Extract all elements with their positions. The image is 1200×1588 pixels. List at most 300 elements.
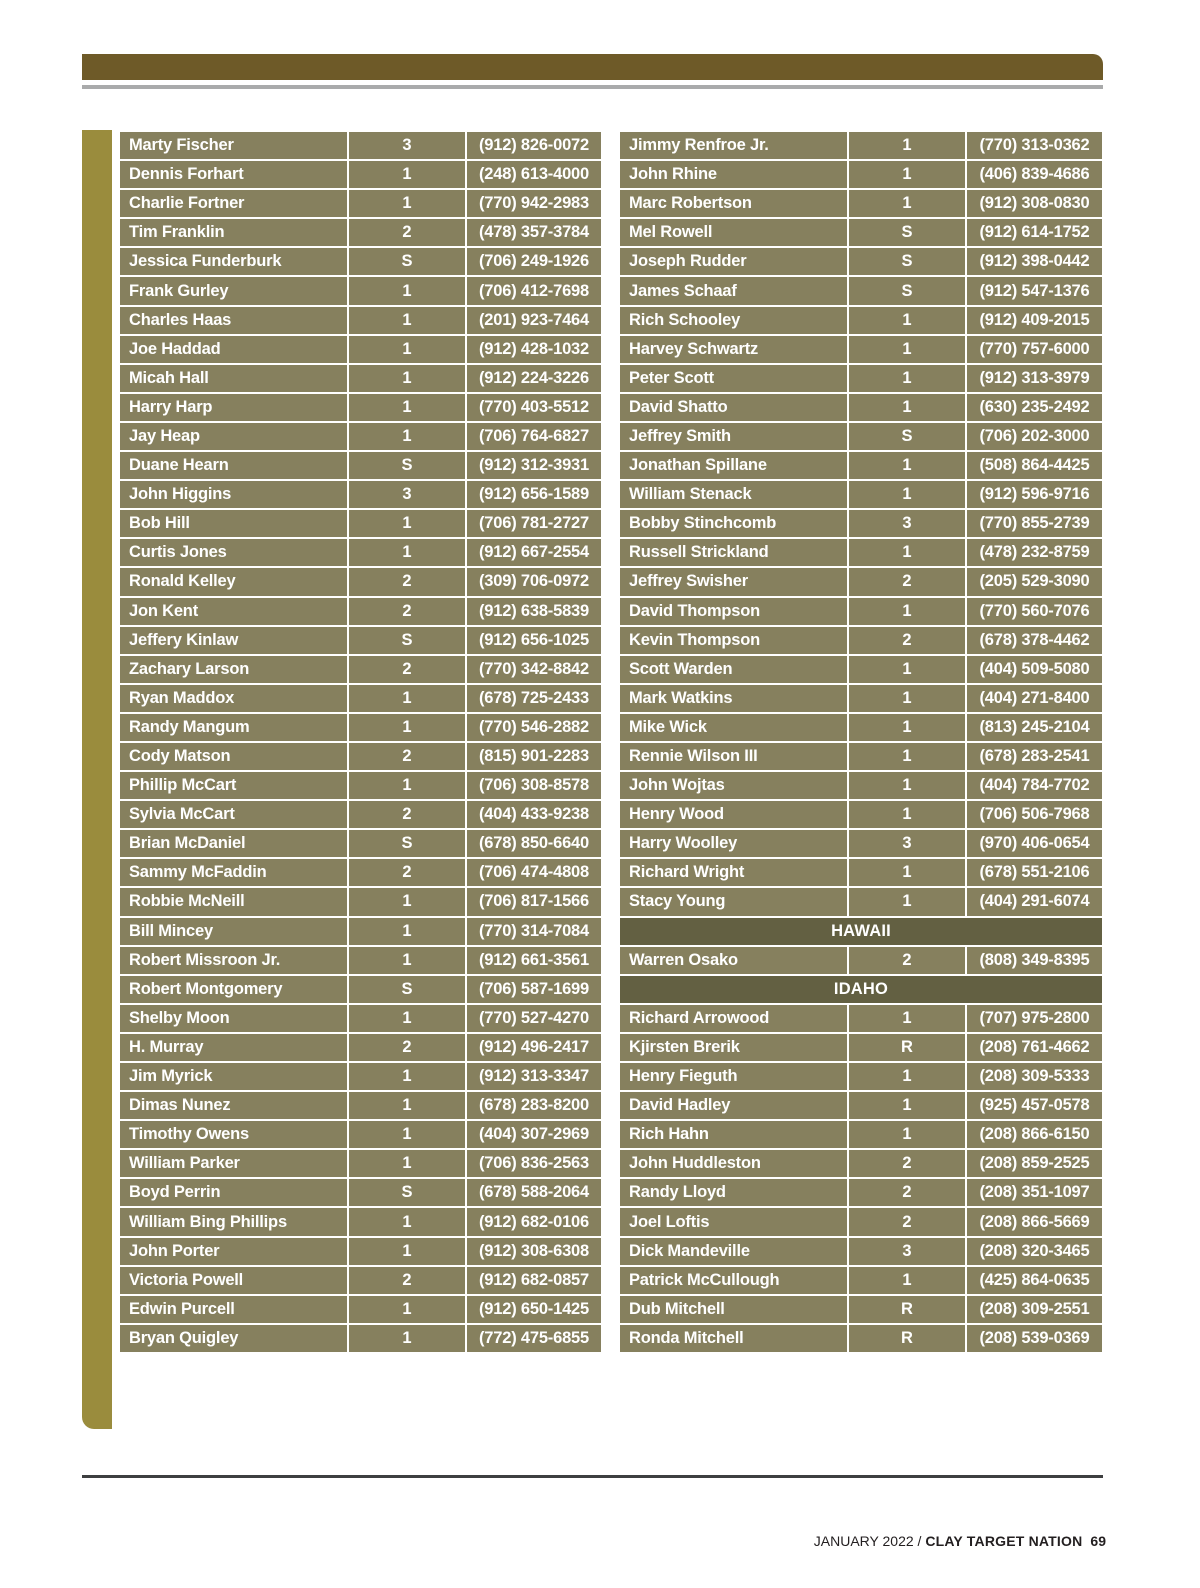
table-row [619,1120,1103,1149]
class-cell: 1 [848,393,966,422]
table-row [619,1324,1103,1353]
table-row [119,1237,602,1266]
table-row [619,742,1103,771]
roster-table-right [618,130,1104,1354]
phone-cell: (706) 764-6827 [466,422,602,451]
table-row [619,1033,1103,1062]
class-cell: 1 [348,1295,466,1324]
phone-cell: (912) 428-1032 [466,335,602,364]
member-name-cell: Frank Gurley [119,276,348,305]
table-row [119,276,602,305]
member-name-cell: Micah Hall [119,364,348,393]
phone-cell: (208) 320-3465 [966,1237,1103,1266]
class-cell: 1 [348,306,466,335]
table-row [619,858,1103,887]
footer-date: JANUARY 2022 / [813,1533,926,1549]
class-cell: 1 [848,684,966,713]
table-row [119,655,602,684]
class-cell: R [848,1033,966,1062]
class-cell: 2 [348,1033,466,1062]
member-name-cell: Peter Scott [619,364,848,393]
class-cell: 2 [348,1266,466,1295]
phone-cell: (912) 650-1425 [466,1295,602,1324]
class-cell: 1 [848,713,966,742]
member-name-cell: Jeffery Kinlaw [119,626,348,655]
member-name-cell: Mel Rowell [619,218,848,247]
class-cell: 2 [348,655,466,684]
phone-cell: (404) 291-6074 [966,887,1103,916]
phone-cell: (770) 757-6000 [966,335,1103,364]
member-name-cell: John Porter [119,1237,348,1266]
member-name-cell: Dub Mitchell [619,1295,848,1324]
table-row [619,218,1103,247]
table-row [619,422,1103,451]
member-name-cell: William Parker [119,1149,348,1178]
phone-cell: (912) 638-5839 [466,597,602,626]
class-cell: 2 [348,858,466,887]
class-cell: 1 [848,858,966,887]
member-name-cell: Joel Loftis [619,1207,848,1236]
phone-cell: (770) 342-8842 [466,655,602,684]
class-cell: 1 [348,1237,466,1266]
table-row [619,1149,1103,1178]
phone-cell: (912) 656-1025 [466,626,602,655]
phone-cell: (912) 682-0106 [466,1207,602,1236]
member-name-cell: Jimmy Renfroe Jr. [619,131,848,160]
member-name-cell: Bob Hill [119,509,348,538]
member-name-cell: Ryan Maddox [119,684,348,713]
footer-magazine-title: CLAY TARGET NATION [925,1533,1083,1549]
phone-cell: (205) 529-3090 [966,567,1103,596]
side-accent-bar [82,130,112,1429]
class-cell: S [348,975,466,1004]
phone-cell: (248) 613-4000 [466,160,602,189]
phone-cell: (706) 474-4808 [466,858,602,887]
phone-cell: (678) 378-4462 [966,626,1103,655]
member-name-cell: Warren Osako [619,946,848,975]
page-number: 69 [1090,1533,1106,1549]
table-row [619,1237,1103,1266]
class-cell: S [848,422,966,451]
table-row [119,131,602,160]
phone-cell: (678) 588-2064 [466,1178,602,1207]
class-cell: S [348,829,466,858]
phone-cell: (912) 409-2015 [966,306,1103,335]
member-name-cell: H. Murray [119,1033,348,1062]
member-name-cell: Joe Haddad [119,335,348,364]
class-cell: 1 [348,917,466,946]
phone-cell: (208) 351-1097 [966,1178,1103,1207]
class-cell: 3 [348,480,466,509]
class-cell: S [348,451,466,480]
phone-cell: (630) 235-2492 [966,393,1103,422]
phone-cell: (772) 475-6855 [466,1324,602,1353]
class-cell: 1 [348,189,466,218]
member-name-cell: Robert Missroon Jr. [119,946,348,975]
member-name-cell: Harry Harp [119,393,348,422]
phone-cell: (770) 942-2983 [466,189,602,218]
phone-cell: (808) 349-8395 [966,946,1103,975]
class-cell: 2 [848,1149,966,1178]
class-cell: 1 [848,480,966,509]
member-name-cell: Randy Lloyd [619,1178,848,1207]
member-name-cell: Charles Haas [119,306,348,335]
phone-cell: (770) 403-5512 [466,393,602,422]
class-cell: S [348,626,466,655]
class-cell: 1 [848,189,966,218]
phone-cell: (678) 850-6640 [466,829,602,858]
table-row [119,1149,602,1178]
phone-cell: (706) 308-8578 [466,771,602,800]
member-name-cell: Bryan Quigley [119,1324,348,1353]
table-row [619,364,1103,393]
table-row [119,858,602,887]
table-row [119,306,602,335]
class-cell: 1 [848,335,966,364]
member-name-cell: David Thompson [619,597,848,626]
class-cell: 2 [848,1207,966,1236]
phone-cell: (678) 551-2106 [966,858,1103,887]
member-name-cell: Cody Matson [119,742,348,771]
member-name-cell: Henry Wood [619,800,848,829]
class-cell: 1 [848,597,966,626]
table-row [619,887,1103,916]
phone-cell: (912) 312-3931 [466,451,602,480]
class-cell: S [848,247,966,276]
header-rule [82,85,1103,89]
class-cell: 1 [348,509,466,538]
phone-cell: (208) 859-2525 [966,1149,1103,1178]
member-name-cell: John Higgins [119,480,348,509]
phone-cell: (912) 308-6308 [466,1237,602,1266]
member-name-cell: David Shatto [619,393,848,422]
phone-cell: (706) 781-2727 [466,509,602,538]
table-row [619,276,1103,305]
table-row [119,1091,602,1120]
member-name-cell: Boyd Perrin [119,1178,348,1207]
phone-cell: (912) 614-1752 [966,218,1103,247]
class-cell: 1 [348,276,466,305]
member-name-cell: James Schaaf [619,276,848,305]
phone-cell: (208) 309-5333 [966,1062,1103,1091]
phone-cell: (813) 245-2104 [966,713,1103,742]
phone-cell: (508) 864-4425 [966,451,1103,480]
table-row [119,509,602,538]
class-cell: 2 [348,800,466,829]
member-name-cell: Mark Watkins [619,684,848,713]
class-cell: 1 [848,655,966,684]
class-cell: 1 [348,771,466,800]
phone-cell: (912) 682-0857 [466,1266,602,1295]
table-row [119,393,602,422]
class-cell: 1 [348,887,466,916]
member-name-cell: Brian McDaniel [119,829,348,858]
class-cell: 1 [848,538,966,567]
table-row [119,189,602,218]
class-cell: 1 [348,393,466,422]
member-name-cell: Harvey Schwartz [619,335,848,364]
table-row [619,655,1103,684]
roster-table-left [118,130,603,1354]
class-cell: S [848,218,966,247]
class-cell: S [348,1178,466,1207]
table-row [619,1004,1103,1033]
table-row [119,1207,602,1236]
member-name-cell: Rich Schooley [619,306,848,335]
table-row [119,364,602,393]
member-name-cell: Dennis Forhart [119,160,348,189]
class-cell: 2 [848,626,966,655]
member-name-cell: Tim Franklin [119,218,348,247]
table-row [619,1207,1103,1236]
phone-cell: (706) 817-1566 [466,887,602,916]
member-name-cell: Victoria Powell [119,1266,348,1295]
member-name-cell: Henry Fieguth [619,1062,848,1091]
table-row [119,451,602,480]
state-header-row [619,975,1103,1004]
table-row [619,509,1103,538]
member-name-cell: John Wojtas [619,771,848,800]
phone-cell: (912) 667-2554 [466,538,602,567]
table-row [619,247,1103,276]
phone-cell: (706) 412-7698 [466,276,602,305]
table-row [619,1178,1103,1207]
table-row [119,946,602,975]
phone-cell: (678) 725-2433 [466,684,602,713]
table-row [619,393,1103,422]
table-row [619,306,1103,335]
phone-cell: (770) 560-7076 [966,597,1103,626]
phone-cell: (707) 975-2800 [966,1004,1103,1033]
phone-cell: (478) 232-8759 [966,538,1103,567]
phone-cell: (925) 457-0578 [966,1091,1103,1120]
phone-cell: (912) 826-0072 [466,131,602,160]
member-name-cell: Kevin Thompson [619,626,848,655]
member-name-cell: Scott Warden [619,655,848,684]
table-row [119,887,602,916]
phone-cell: (404) 509-5080 [966,655,1103,684]
phone-cell: (425) 864-0635 [966,1266,1103,1295]
phone-cell: (404) 271-8400 [966,684,1103,713]
member-name-cell: William Stenack [619,480,848,509]
class-cell: 2 [848,567,966,596]
phone-cell: (208) 761-4662 [966,1033,1103,1062]
class-cell: 1 [848,1062,966,1091]
table-row [619,131,1103,160]
member-name-cell: William Bing Phillips [119,1207,348,1236]
table-row [619,1266,1103,1295]
table-row [119,422,602,451]
footer-rule [82,1475,1103,1478]
member-name-cell: Jon Kent [119,597,348,626]
member-name-cell: Ronda Mitchell [619,1324,848,1353]
table-row [619,1091,1103,1120]
table-row [619,626,1103,655]
phone-cell: (912) 496-2417 [466,1033,602,1062]
table-row [619,597,1103,626]
table-row [619,1295,1103,1324]
table-row [619,538,1103,567]
table-row [619,335,1103,364]
member-name-cell: Curtis Jones [119,538,348,567]
member-name-cell: John Huddleston [619,1149,848,1178]
class-cell: 1 [348,684,466,713]
phone-cell: (912) 224-3226 [466,364,602,393]
class-cell: 1 [848,800,966,829]
phone-cell: (404) 307-2969 [466,1120,602,1149]
member-name-cell: Randy Mangum [119,713,348,742]
phone-cell: (706) 249-1926 [466,247,602,276]
phone-cell: (970) 406-0654 [966,829,1103,858]
class-cell: 1 [348,1149,466,1178]
class-cell: 1 [848,742,966,771]
class-cell: 3 [348,131,466,160]
member-name-cell: Phillip McCart [119,771,348,800]
table-row [619,684,1103,713]
table-row [619,1062,1103,1091]
class-cell: 1 [848,1091,966,1120]
class-cell: 1 [848,1266,966,1295]
member-name-cell: Rennie Wilson III [619,742,848,771]
member-name-cell: Jonathan Spillane [619,451,848,480]
table-row [119,1004,602,1033]
table-row [119,829,602,858]
class-cell: 2 [848,946,966,975]
member-name-cell: Dimas Nunez [119,1091,348,1120]
table-row [119,713,602,742]
phone-cell: (770) 855-2739 [966,509,1103,538]
member-name-cell: Charlie Fortner [119,189,348,218]
member-name-cell: Bill Mincey [119,917,348,946]
member-name-cell: Duane Hearn [119,451,348,480]
table-row [119,1324,602,1353]
class-cell: 2 [348,567,466,596]
phone-cell: (309) 706-0972 [466,567,602,596]
state-header-row [619,917,1103,946]
class-cell: 2 [348,218,466,247]
member-name-cell: Joseph Rudder [619,247,848,276]
class-cell: 3 [848,509,966,538]
class-cell: 1 [848,1120,966,1149]
table-row [119,800,602,829]
class-cell: 1 [848,1004,966,1033]
class-cell: 1 [848,131,966,160]
class-cell: 2 [848,1178,966,1207]
table-row [119,742,602,771]
class-cell: 1 [348,335,466,364]
phone-cell: (406) 839-4686 [966,160,1103,189]
phone-cell: (706) 836-2563 [466,1149,602,1178]
class-cell: 1 [348,422,466,451]
class-cell: 1 [848,771,966,800]
table-row [119,597,602,626]
phone-cell: (912) 661-3561 [466,946,602,975]
class-cell: R [848,1295,966,1324]
class-cell: 1 [348,1091,466,1120]
phone-cell: (706) 587-1699 [466,975,602,1004]
member-name-cell: Stacy Young [619,887,848,916]
phone-cell: (208) 866-5669 [966,1207,1103,1236]
class-cell: 1 [348,1004,466,1033]
table-row [619,946,1103,975]
member-name-cell: John Rhine [619,160,848,189]
member-name-cell: Rich Hahn [619,1120,848,1149]
table-row [119,480,602,509]
table-row [119,1178,602,1207]
state-header-label: IDAHO [619,975,1103,1004]
phone-cell: (815) 901-2283 [466,742,602,771]
table-row [119,917,602,946]
member-name-cell: Sylvia McCart [119,800,348,829]
member-name-cell: Zachary Larson [119,655,348,684]
phone-cell: (770) 313-0362 [966,131,1103,160]
member-name-cell: Timothy Owens [119,1120,348,1149]
member-name-cell: Jay Heap [119,422,348,451]
phone-cell: (770) 527-4270 [466,1004,602,1033]
class-cell: 3 [848,829,966,858]
phone-cell: (912) 596-9716 [966,480,1103,509]
phone-cell: (208) 309-2551 [966,1295,1103,1324]
class-cell: 1 [348,713,466,742]
phone-cell: (404) 784-7702 [966,771,1103,800]
table-row [119,335,602,364]
phone-cell: (912) 656-1589 [466,480,602,509]
class-cell: 1 [848,451,966,480]
member-name-cell: Shelby Moon [119,1004,348,1033]
phone-cell: (706) 202-3000 [966,422,1103,451]
table-row [119,538,602,567]
class-cell: S [848,276,966,305]
phone-cell: (678) 283-8200 [466,1091,602,1120]
class-cell: 1 [848,160,966,189]
class-cell: S [348,247,466,276]
class-cell: 1 [348,1120,466,1149]
phone-cell: (706) 506-7968 [966,800,1103,829]
class-cell: 1 [348,538,466,567]
member-name-cell: Marty Fischer [119,131,348,160]
phone-cell: (478) 357-3784 [466,218,602,247]
table-row [119,1120,602,1149]
phone-cell: (201) 923-7464 [466,306,602,335]
member-name-cell: Kjirsten Brerik [619,1033,848,1062]
table-row [119,1266,602,1295]
class-cell: 1 [348,946,466,975]
table-row [119,626,602,655]
member-name-cell: Patrick McCullough [619,1266,848,1295]
member-name-cell: Ronald Kelley [119,567,348,596]
member-name-cell: Dick Mandeville [619,1237,848,1266]
member-name-cell: Edwin Purcell [119,1295,348,1324]
table-row [119,160,602,189]
class-cell: 2 [348,742,466,771]
table-row [119,771,602,800]
table-row [619,567,1103,596]
table-row [619,713,1103,742]
member-name-cell: Jeffrey Swisher [619,567,848,596]
member-name-cell: Robbie McNeill [119,887,348,916]
member-name-cell: Richard Arrowood [619,1004,848,1033]
member-name-cell: Jim Myrick [119,1062,348,1091]
class-cell: 1 [348,1207,466,1236]
table-row [619,451,1103,480]
class-cell: 1 [348,364,466,393]
member-name-cell: Jeffrey Smith [619,422,848,451]
phone-cell: (208) 539-0369 [966,1324,1103,1353]
table-row [619,800,1103,829]
table-row [119,567,602,596]
class-cell: 1 [848,887,966,916]
member-name-cell: Mike Wick [619,713,848,742]
